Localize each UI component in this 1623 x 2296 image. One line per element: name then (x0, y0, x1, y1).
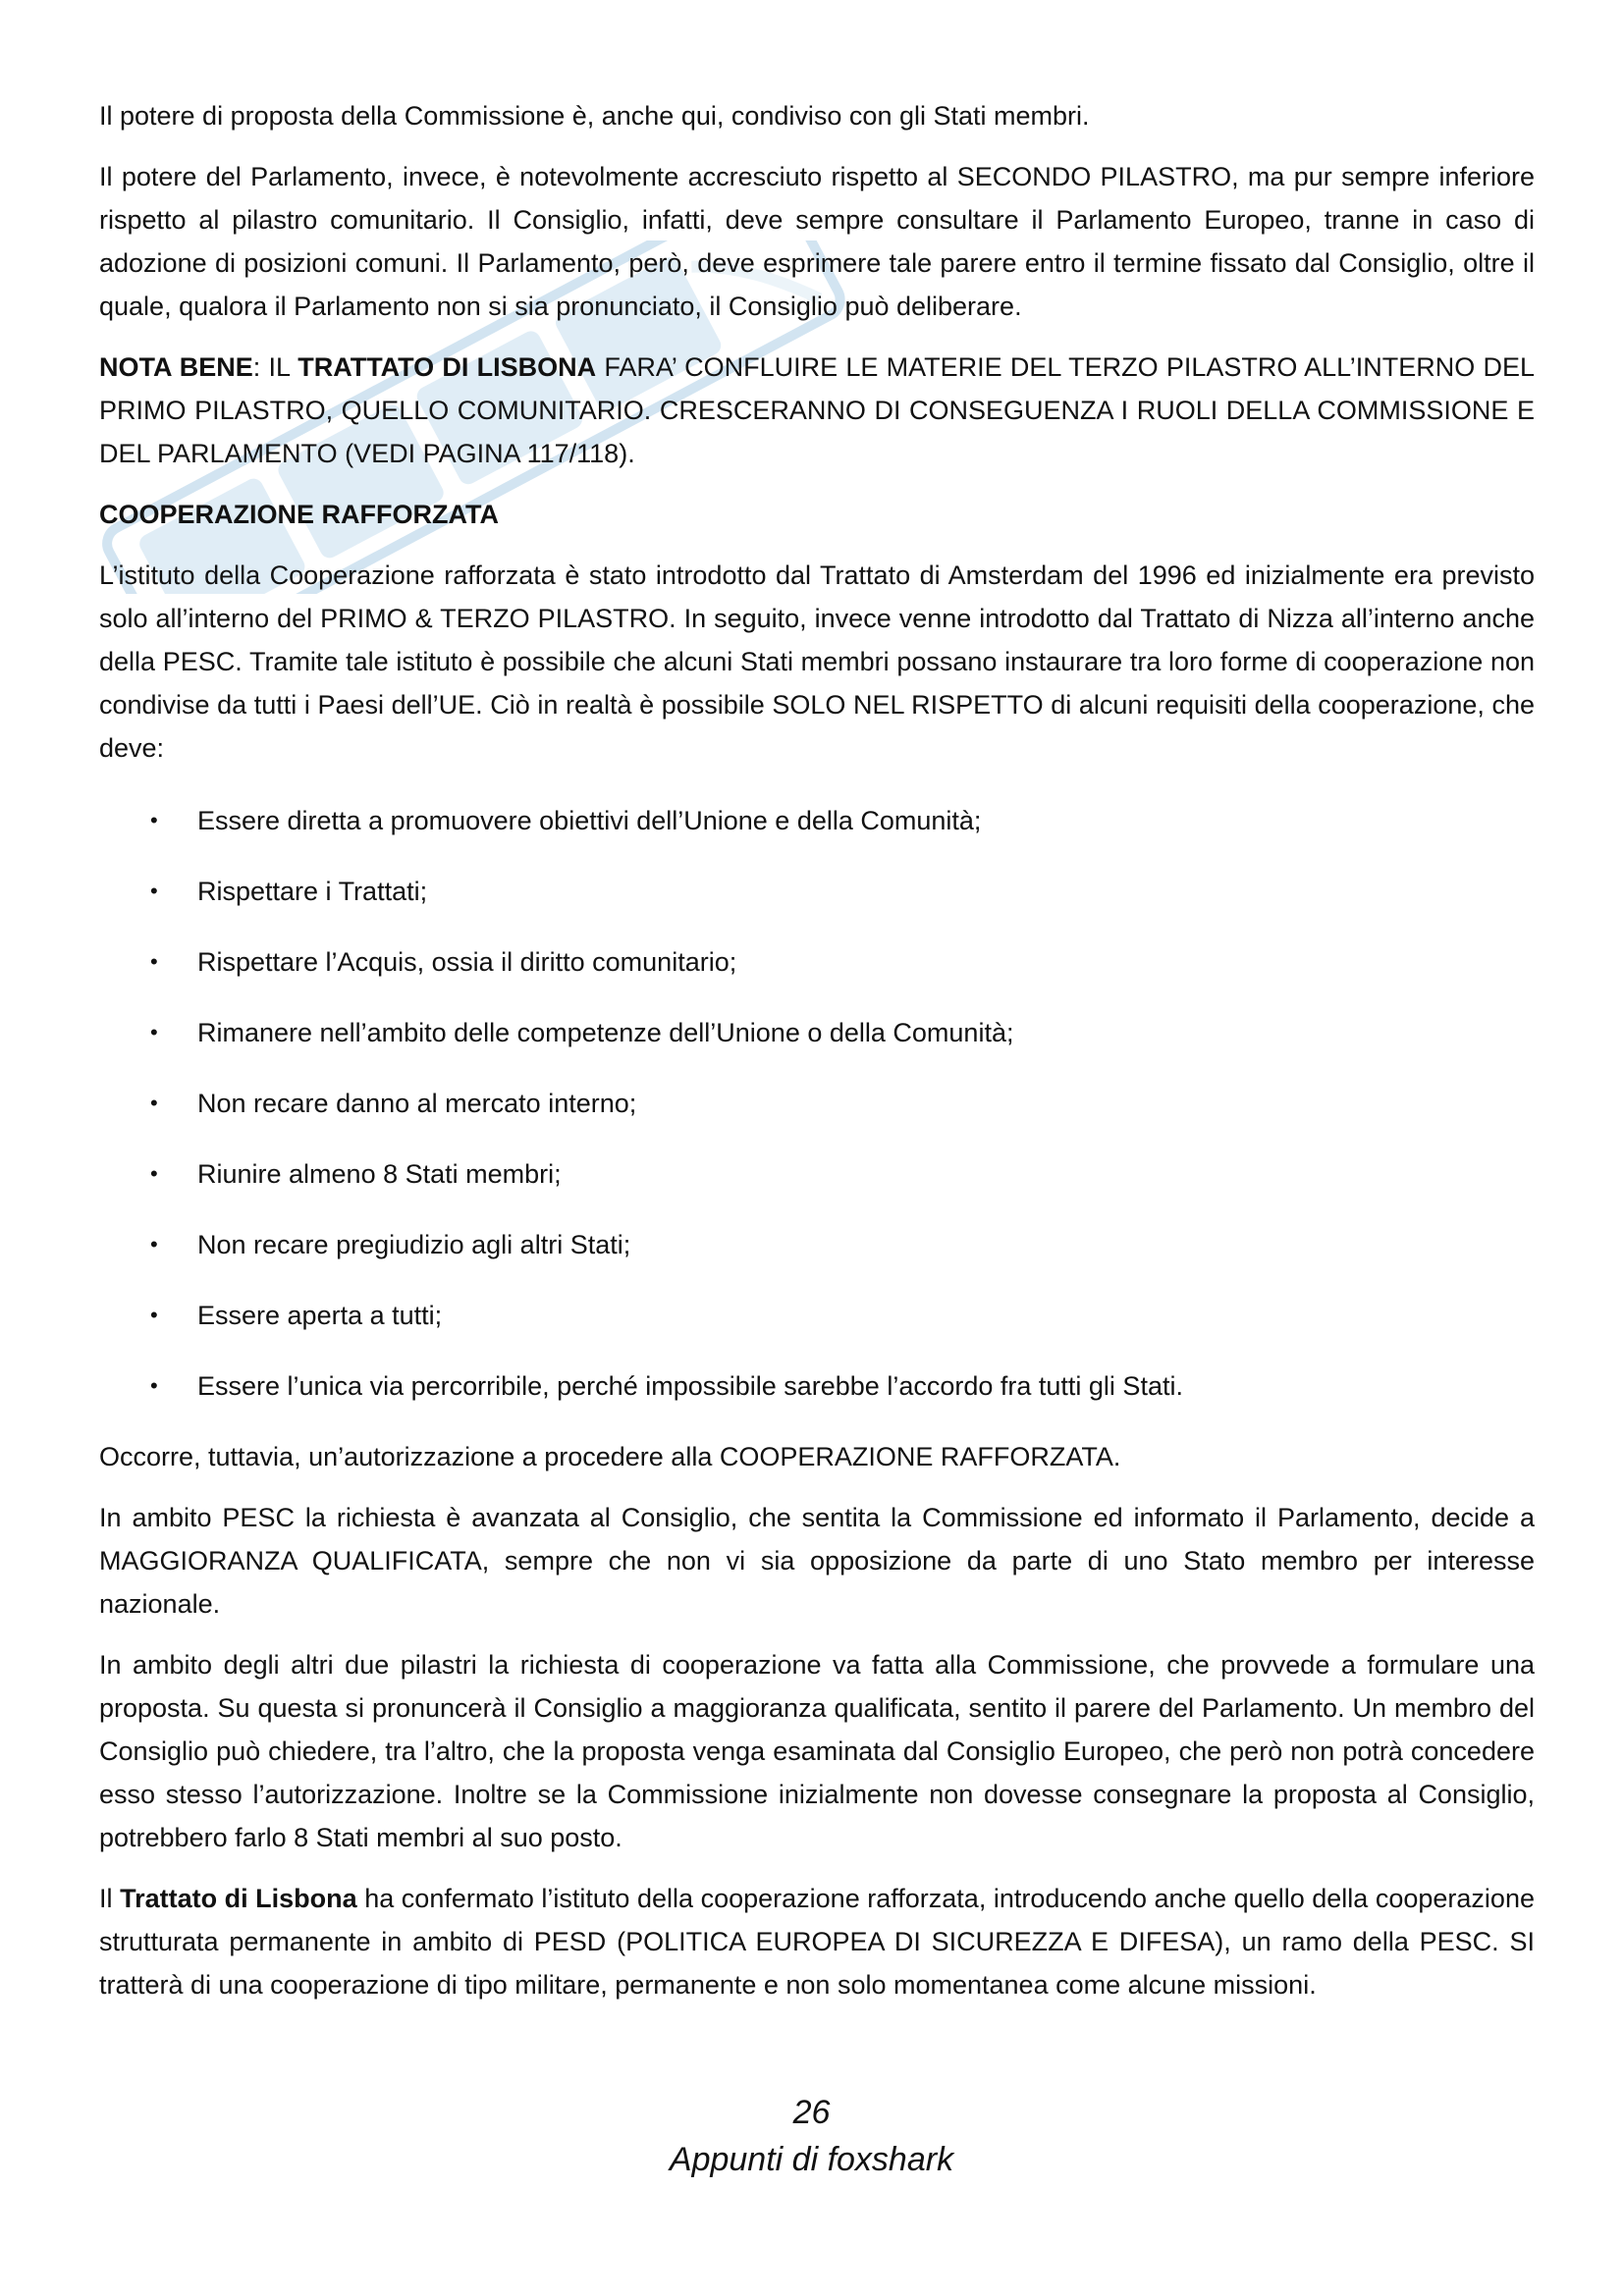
nota-bene-text: FARA’ CONFLUIRE LE MATERIE DEL TERZO PILASTRO ALL’INTERNO DEL PRIMO PILASTRO, QUELLO COMUNITARIO. CRESCERANNO DI CONSEGUENZA I RUOLI DELLA COMMISSIONE E DEL PARLAMENTO (VEDI PAGINA 117/118). (99, 352, 1535, 468)
lisbona-treaty: Trattato di Lisbona (120, 1884, 357, 1913)
bullet-icon: • (150, 949, 158, 974)
list-item (99, 1152, 1535, 1196)
paragraph-intro: L’istituto della Cooperazione rafforzata è stato introdotto dal Trattato di Amsterdam del 1996 ed inizialmente era previsto solo all’interno del PRIMO & TERZO PILASTRO. In seguito, invece venne introdotto dal Trattato di Nizza all’interno anche della PESC. Tramite tale istituto è possibile che alcuni Stati membri possano instaurare tra loro forme di cooperazione non condivise da tutti i Paesi dell’UE. Ciò in realtà è possibile SOLO NEL RISPETTO di alcuni requisiti della cooperazione, che deve: (99, 561, 1535, 763)
section-heading: COOPERAZIONE RAFFORZATA (99, 500, 499, 529)
document-body (99, 94, 1535, 2024)
nota-bene-separator: : IL (252, 352, 298, 382)
list-item-text: Rispettare l’Acquis, ossia il diritto comunitario; (197, 947, 737, 977)
bullet-icon: • (150, 1091, 158, 1115)
paragraph-lisbona (99, 1877, 1535, 2006)
paragraph-authorization: Occorre, tuttavia, un’autorizzazione a procedere alla COOPERAZIONE RAFFORZATA. (99, 1442, 1121, 1471)
lisbona-text: ha confermato l’istituto della cooperazione rafforzata, introducendo anche quello della cooperazione strutturata permanente in ambito di PESD (POLITICA EUROPEA DI SICUREZZA E DIFESA), un ramo della PESC. SI tratterà di una cooperazione di tipo militare, permanente e non solo momentanea come alcune missioni. (99, 1884, 1535, 2000)
bullet-icon: • (150, 1232, 158, 1256)
list-item (99, 1364, 1535, 1408)
list-item (99, 940, 1535, 984)
bullet-icon: • (150, 1303, 158, 1327)
paragraph-proposal-power: Il potere di proposta della Commissione è, anche qui, condiviso con gli Stati membri. (99, 101, 1090, 131)
list-item (99, 799, 1535, 842)
nota-bene-paragraph (99, 346, 1535, 475)
nota-bene-treaty: TRATTATO DI LISBONA (298, 352, 597, 382)
paragraph-pesc-request: In ambito PESC la richiesta è avanzata al Consiglio, che sentita la Commissione ed informato il Parlamento, decide a MAGGIORANZA QUALIFICATA, sempre che non vi sia opposizione da parte di uno Stato membro per interesse nazionale. (99, 1503, 1535, 1619)
bullet-icon: • (150, 1020, 158, 1044)
nota-bene-label: NOTA BENE (99, 352, 253, 382)
list-item-text: Essere l’unica via percorribile, perché impossibile sarebbe l’accordo fra tutti gli Stati. (197, 1371, 1183, 1401)
footer-author: Appunti di foxshark (669, 2141, 954, 2178)
list-item (99, 1011, 1535, 1054)
paragraph-other-pillars: In ambito degli altri due pilastri la richiesta di cooperazione va fatta alla Commissione, che provvede a formulare una proposta. Su questa si pronuncerà il Consiglio a maggioranza qualificata, sentito il parere del Parlamento. Un membro del Consiglio può chiedere, tra l’altro, che la proposta venga esaminata dal Consiglio Europeo, che però non potrà concedere esso stesso l’autorizzazione. Inoltre se la Commissione inizialmente non dovesse consegnare la proposta al Consiglio, potrebbero farlo 8 Stati membri al suo posto. (99, 1650, 1535, 1852)
list-item-text: Rispettare i Trattati; (197, 877, 428, 906)
list-item-text: Non recare pregiudizio agli altri Stati; (197, 1230, 631, 1259)
list-item-text: Riunire almeno 8 Stati membri; (197, 1159, 562, 1189)
list-item-text: Essere aperta a tutti; (197, 1301, 443, 1330)
bullet-icon: • (150, 1161, 158, 1186)
bullet-icon: • (150, 1373, 158, 1398)
bullet-icon: • (150, 879, 158, 903)
requirements-list (99, 799, 1535, 1408)
bullet-icon: • (150, 808, 158, 832)
page-number: 26 (792, 2094, 831, 2131)
list-item-text: Non recare danno al mercato interno; (197, 1089, 637, 1118)
list-item (99, 870, 1535, 913)
list-item (99, 1082, 1535, 1125)
list-item-text: Rimanere nell’ambito delle competenze dell’Unione o della Comunità; (197, 1018, 1014, 1047)
paragraph-parliament-power: Il potere del Parlamento, invece, è notevolmente accresciuto rispetto al SECONDO PILASTRO, ma pur sempre inferiore rispetto al pilastro comunitario. Il Consiglio, infatti, deve sempre consultare il Parlamento Europeo, tranne in caso di adozione di posizioni comuni. Il Parlamento, però, deve esprimere tale parere entro il termine fissato dal Consiglio, oltre il quale, qualora il Parlamento non si sia pronunciato, il Consiglio può deliberare. (99, 162, 1535, 321)
list-item (99, 1223, 1535, 1266)
lisbona-pre: Il (99, 1884, 121, 1913)
list-item (99, 1294, 1535, 1337)
list-item-text: Essere diretta a promuovere obiettivi dell’Unione e della Comunità; (197, 806, 982, 835)
